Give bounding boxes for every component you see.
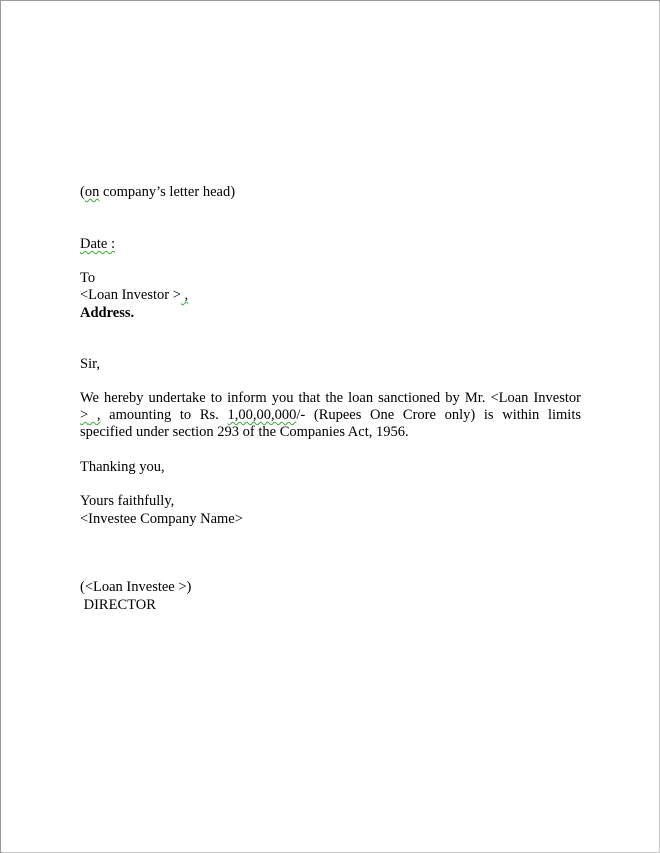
body-row-2-b: , xyxy=(88,407,101,423)
body-row-2 xyxy=(80,407,581,424)
recipient-name xyxy=(80,287,188,304)
letterhead-note-on: on xyxy=(84,184,100,200)
body-row-2-d: /- (Rupees One Crore only) is within limits xyxy=(296,407,581,423)
company-name: <Investee Company Name> xyxy=(80,511,243,527)
body-paragraph xyxy=(80,390,581,441)
body-row-2-a: > xyxy=(80,407,89,423)
address-label: Address. xyxy=(80,305,135,321)
body-row-1: We hereby undertake to inform you that the loan sanctioned by Mr. <Loan Investor xyxy=(80,390,581,406)
recipient-name-suffix: , xyxy=(180,287,189,303)
letterhead-note-rest: company’s letter head) xyxy=(99,184,236,200)
recipient-name-text: <Loan Investor > xyxy=(80,287,181,303)
closing-thanks: Thanking you, xyxy=(80,459,165,475)
designation: DIRECTOR xyxy=(80,597,156,613)
closing: Yours faithfully, xyxy=(80,493,175,509)
body-row-3: specified under section 293 of the Companies Act, 1956. xyxy=(80,424,409,440)
loan-amount: 1,00,00,000 xyxy=(227,407,297,423)
body-row-2-c: amounting to Rs. xyxy=(100,407,228,423)
letterhead-note xyxy=(80,184,235,201)
signatory: (<Loan Investee >) xyxy=(80,579,192,595)
date-label: Date : xyxy=(80,236,116,252)
to-label: To xyxy=(80,270,96,286)
letterhead-note-prefix: ( xyxy=(80,184,85,200)
salutation: Sir, xyxy=(80,356,100,372)
